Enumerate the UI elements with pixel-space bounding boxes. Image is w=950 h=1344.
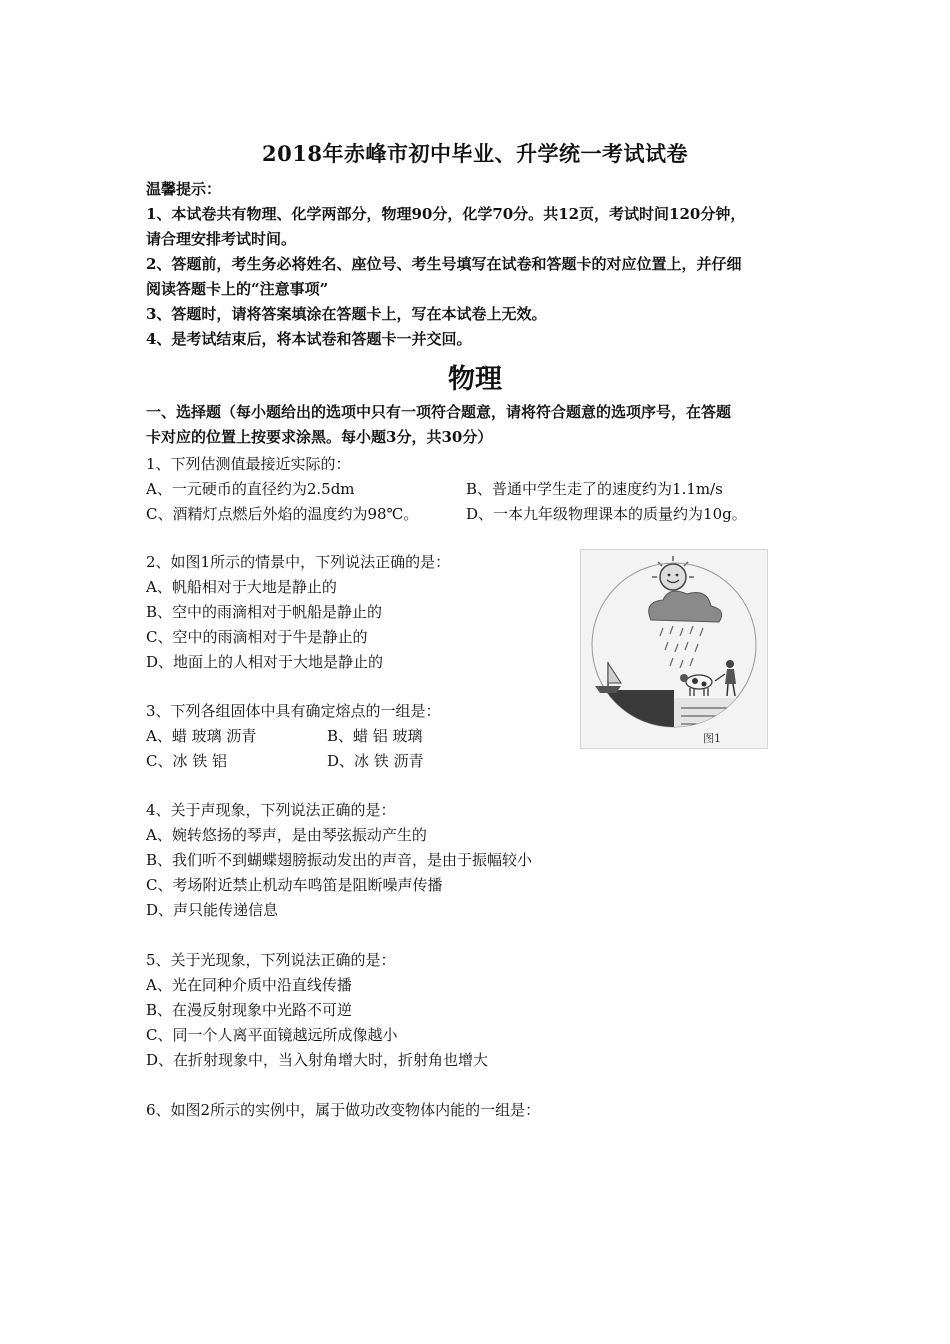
notice-block: [146, 177, 826, 352]
question-4: [146, 798, 826, 923]
option-b: B、普通中学生走了的速度约为1.1m/s: [466, 480, 723, 498]
option-a: A、帆船相对于大地是静止的: [146, 578, 337, 596]
option-a: A、光在同种介质中沿直线传播: [146, 976, 352, 994]
question-6: [146, 1098, 826, 1123]
option-c: C、考场附近禁止机动车鸣笛是阻断噪声传播: [146, 876, 443, 894]
option-row: [146, 724, 566, 749]
section-heading: [146, 400, 826, 450]
question-stem: 5、关于光现象，下列说法正确的是：: [146, 951, 396, 969]
option-c: C、空中的雨滴相对于牛是静止的: [146, 628, 368, 646]
sun-icon: [652, 556, 694, 590]
option-b: B、空中的雨滴相对于帆船是静止的: [146, 603, 383, 621]
cloud-icon: [649, 591, 722, 622]
option-row: [146, 502, 826, 527]
question-2: [146, 550, 566, 675]
option-b: B、蜡 铝 玻璃: [327, 727, 423, 745]
option-a: A、蜡 玻璃 沥青: [146, 727, 257, 745]
subject-heading: 物理: [448, 364, 502, 395]
option-b: B、在漫反射现象中光路不可逆: [146, 1001, 353, 1019]
question-stem: 3、下列各组固体中具有确定熔点的一组是：: [146, 702, 441, 720]
notice-line: 3、答题时，请将答案填涂在答题卡上，写在本试卷上无效。: [146, 305, 547, 323]
option-a: A、一元硬币的直径约为2.5dm: [146, 480, 355, 498]
water: [581, 690, 674, 748]
question-stem: 4、关于声现象，下列说法正确的是：: [146, 801, 396, 819]
notice-line: 请合理安排考试时间。: [146, 230, 297, 248]
exam-title: 2018年赤峰市初中毕业、升学统一考试试卷: [262, 141, 688, 166]
section-line: 卡对应的位置上按要求涂黑。每小题3分，共30分）: [146, 428, 493, 446]
question-stem: 6、如图2所示的实例中，属于做功改变物体内能的一组是：: [146, 1101, 541, 1119]
question-stem: 2、如图1所示的情景中，下列说法正确的是：: [146, 553, 451, 571]
rain-drops: [660, 626, 703, 668]
question-3: [146, 699, 566, 774]
notice-line: 2、答题前，考生务必将姓名、座位号、考生号填写在试卷和答题卡的对应位置上，并仔细: [146, 255, 742, 273]
option-d: D、地面上的人相对于大地是静止的: [146, 653, 384, 671]
option-row: [146, 477, 826, 502]
question-stem: 1、下列估测值最接近实际的：: [146, 455, 351, 473]
figure-1-drawing: [581, 550, 767, 748]
option-row: [146, 749, 566, 774]
figure-1-image: [580, 549, 768, 749]
cow-icon: [680, 674, 712, 696]
option-c: C、酒精灯点燃后外焰的温度约为98℃。: [146, 505, 419, 523]
option-c: C、冰 铁 铝: [146, 752, 228, 770]
notice-line: 阅读答题卡上的“注意事项”: [146, 280, 329, 298]
option-c: C、同一个人离平面镜越远所成像越小: [146, 1026, 398, 1044]
notice-heading: 温馨提示：: [146, 180, 222, 198]
person-icon: [715, 660, 736, 696]
option-d: D、在折射现象中，当入射角增大时，折射角也增大: [146, 1051, 489, 1069]
option-a: A、婉转悠扬的琴声，是由琴弦振动产生的: [146, 826, 427, 844]
notice-line: 1、本试卷共有物理、化学两部分，物理90分，化学70分。共12页，考试时间120分钟，: [146, 205, 746, 223]
question-5: [146, 948, 826, 1073]
option-d: D、一本九年级物理课本的质量约为10g。: [466, 505, 747, 523]
section-line: 一、选择题（每小题给出的选项中只有一项符合题意，请将符合题意的选项序号，在答题: [146, 403, 732, 421]
figure-1-caption: 图1: [703, 732, 721, 745]
question-1: [146, 452, 826, 527]
notice-line: 4、是考试结束后，将本试卷和答题卡一并交回。: [146, 330, 472, 348]
option-d: D、冰 铁 沥青: [327, 752, 424, 770]
option-b: B、我们听不到蝴蝶翅膀振动发出的声音，是由于振幅较小: [146, 851, 533, 869]
option-d: D、声只能传递信息: [146, 901, 279, 919]
